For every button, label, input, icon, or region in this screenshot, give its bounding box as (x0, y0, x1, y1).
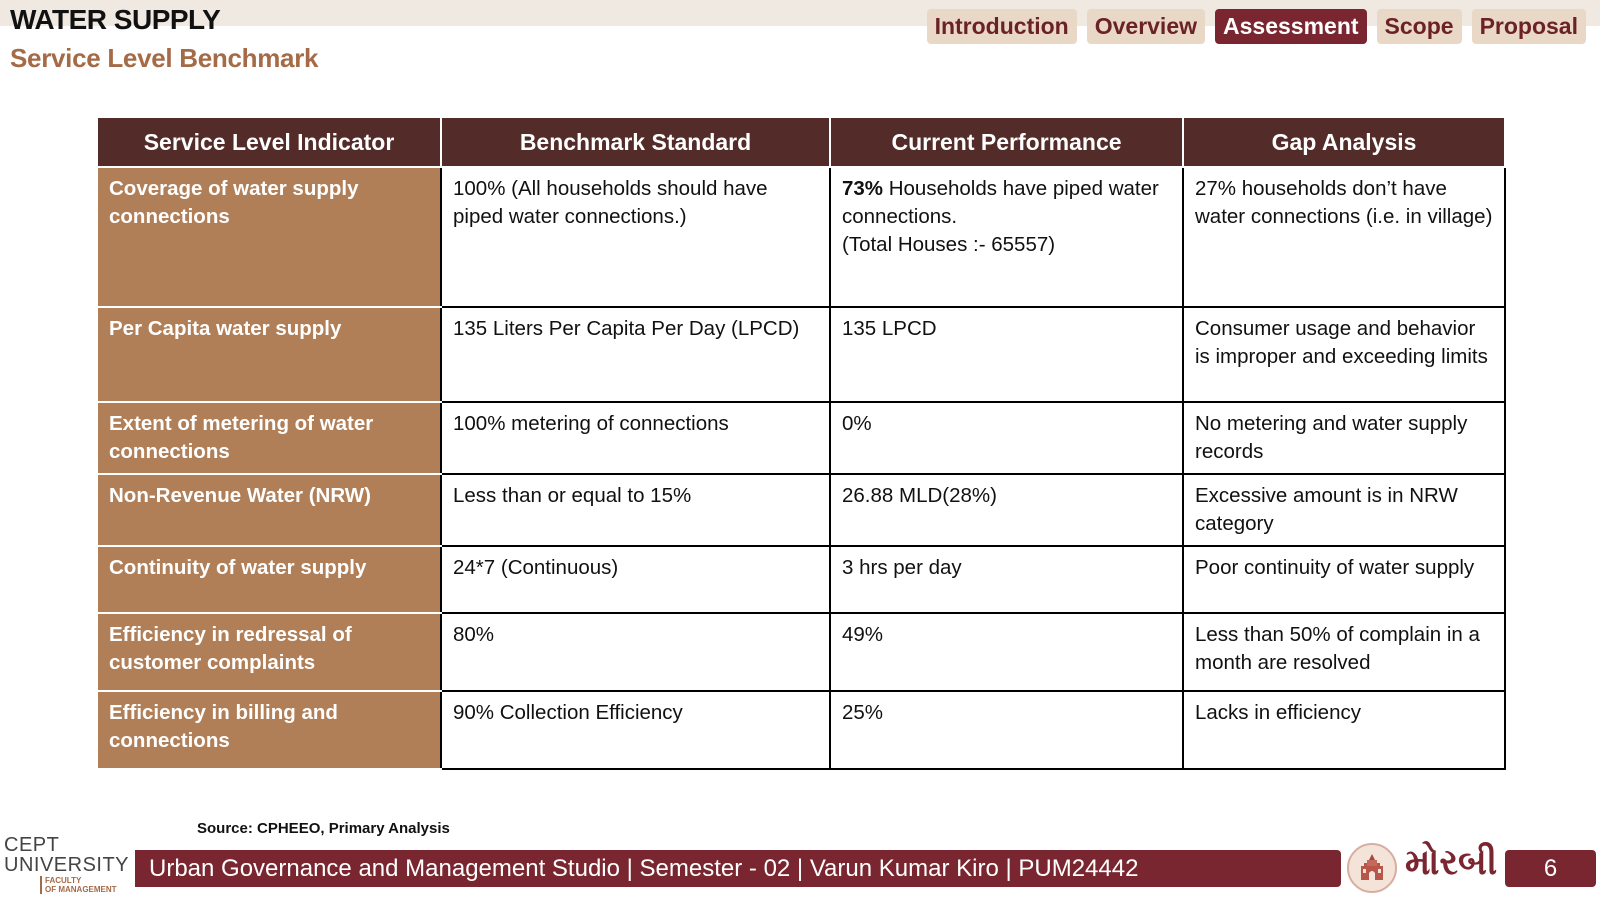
page-number: 6 (1505, 850, 1596, 887)
table-row (97, 307, 1505, 402)
benchmark-cell: 90% Collection Efficiency (441, 691, 830, 769)
tab-overview[interactable]: Overview (1087, 9, 1205, 44)
benchmark-cell: 80% (441, 613, 830, 691)
gap-cell: Less than 50% of complain in a month are resolved (1183, 613, 1505, 691)
city-emblem-icon (1347, 843, 1397, 893)
indicator-cell: Efficiency in billing and connections (97, 691, 441, 769)
table-row (97, 402, 1505, 474)
current-extra: (Total Houses :- 65557) (842, 233, 1056, 256)
current-text: Households have piped water connections. (842, 177, 1159, 228)
benchmark-cell: Less than or equal to 15% (441, 474, 830, 546)
logo-line-3 (40, 876, 132, 894)
indicator-cell: Non-Revenue Water (NRW) (97, 474, 441, 546)
benchmark-table (96, 116, 1506, 770)
current-cell: 25% (830, 691, 1183, 769)
header-indicator: Service Level Indicator (97, 117, 441, 167)
logo-line-1: CEPT (4, 834, 60, 856)
gap-cell: Poor continuity of water supply (1183, 546, 1505, 613)
table-row (97, 474, 1505, 546)
source-note: Source: CPHEEO, Primary Analysis (197, 820, 450, 837)
table-row (97, 167, 1505, 307)
logo-faculty: FACULTY (45, 876, 82, 885)
current-cell: 26.88 MLD(28%) (830, 474, 1183, 546)
cept-university-logo (4, 836, 132, 896)
tab-proposal[interactable]: Proposal (1472, 9, 1586, 44)
indicator-cell: Per Capita water supply (97, 307, 441, 402)
footer-bar: Urban Governance and Management Studio | Semester - 02 | Varun Kumar Kiro | PUM24442 (135, 850, 1341, 887)
page-title: WATER SUPPLY (10, 4, 221, 35)
tab-introduction[interactable]: Introduction (927, 9, 1077, 44)
current-cell: 49% (830, 613, 1183, 691)
gap-cell: 27% households don’t have water connections (i.e. in village) (1183, 167, 1505, 307)
section-nav (927, 9, 1586, 44)
current-cell (830, 167, 1183, 307)
header-gap: Gap Analysis (1183, 117, 1505, 167)
table-row (97, 546, 1505, 613)
gap-cell: No metering and water supply records (1183, 402, 1505, 474)
header-benchmark: Benchmark Standard (441, 117, 830, 167)
header-current: Current Performance (830, 117, 1183, 167)
logo-line-2: UNIVERSITY (4, 854, 130, 876)
page-subtitle: Service Level Benchmark (10, 43, 319, 73)
benchmark-cell: 100% metering of connections (441, 402, 830, 474)
gap-cell: Consumer usage and behavior is improper and exceeding limits (1183, 307, 1505, 402)
current-cell: 3 hrs per day (830, 546, 1183, 613)
logo-management: OF MANAGEMENT (45, 885, 117, 894)
gap-cell: Lacks in efficiency (1183, 691, 1505, 769)
current-cell: 0% (830, 402, 1183, 474)
benchmark-cell: 135 Liters Per Capita Per Day (LPCD) (441, 307, 830, 402)
gap-cell: Excessive amount is in NRW category (1183, 474, 1505, 546)
table-row (97, 613, 1505, 691)
table-header-row (97, 117, 1505, 167)
current-cell: 135 LPCD (830, 307, 1183, 402)
benchmark-cell: 24*7 (Continuous) (441, 546, 830, 613)
indicator-cell: Extent of metering of water connections (97, 402, 441, 474)
current-highlight: 73% (842, 177, 884, 200)
indicator-cell: Coverage of water supply connections (97, 167, 441, 307)
indicator-cell: Efficiency in redressal of customer complaints (97, 613, 441, 691)
indicator-cell: Continuity of water supply (97, 546, 441, 613)
benchmark-cell: 100% (All households should have piped water connections.) (441, 167, 830, 307)
tab-scope[interactable]: Scope (1377, 9, 1462, 44)
tab-assessment[interactable]: Assessment (1215, 9, 1367, 44)
city-name: મોરબી (1405, 842, 1498, 883)
table-row (97, 691, 1505, 769)
